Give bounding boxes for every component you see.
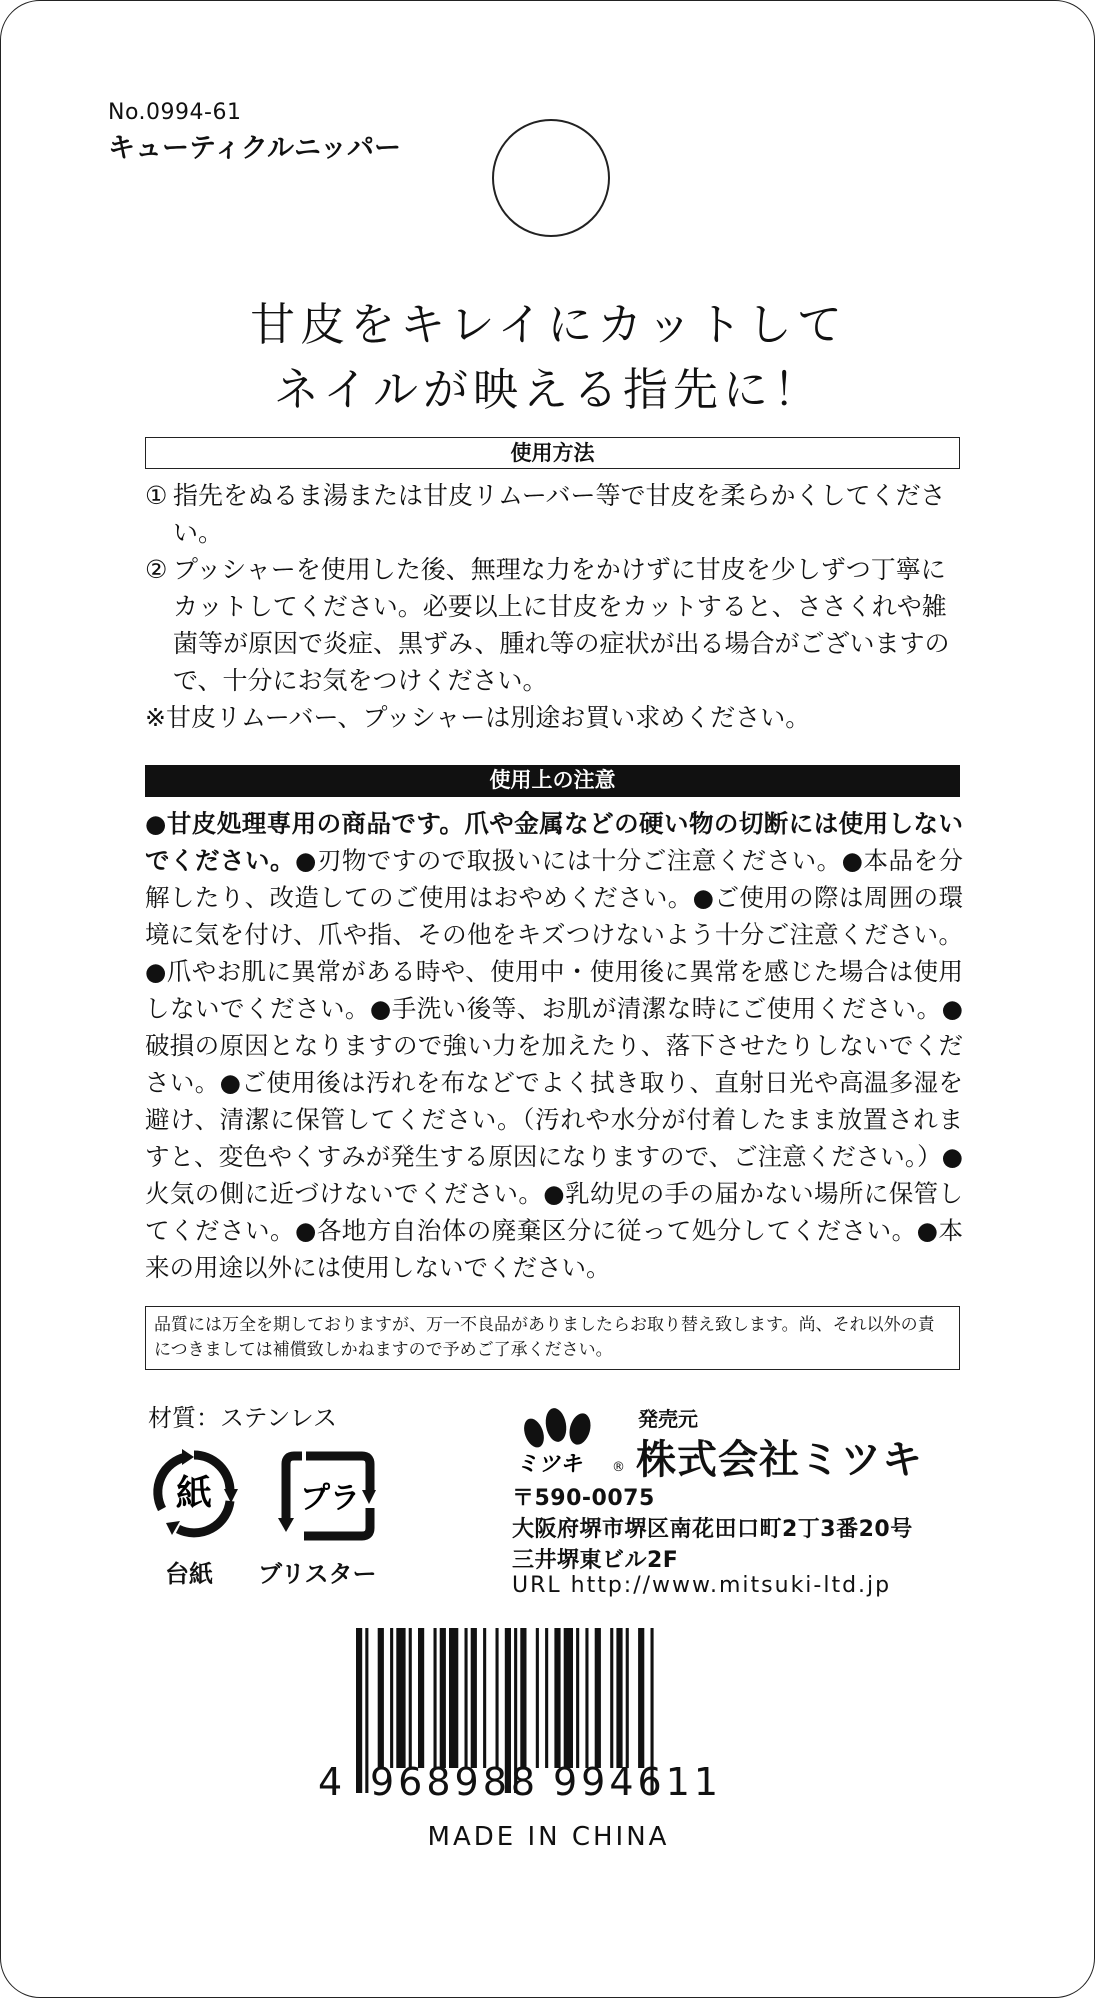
barcode-bar xyxy=(585,1628,588,1768)
step-number: ② xyxy=(145,555,168,584)
step-text: 指先をぬるま湯または甘皮リムーバー等で甘皮を柔らかくしてください。 xyxy=(173,481,946,547)
barcode-bar xyxy=(434,1628,437,1768)
usage-note: ※甘皮リムーバー、プッシャーは別途お買い求めください。 xyxy=(145,703,811,732)
barcode-bar xyxy=(396,1628,405,1768)
barcode-bar xyxy=(496,1628,499,1768)
product-name: キューティクルニッパー xyxy=(108,133,401,164)
headline-line-2: ネイルが映える指先に！ xyxy=(273,363,824,416)
barcode-left-digits: 968988 xyxy=(370,1760,540,1804)
plastic-recycle-icon xyxy=(278,1446,376,1544)
barcode-bar xyxy=(365,1628,368,1793)
paper-recycle-icon xyxy=(148,1445,240,1545)
seller-label: 発売元 xyxy=(638,1407,698,1431)
product-number: No.0994-61 xyxy=(108,100,242,125)
barcode-bar xyxy=(520,1628,526,1768)
address-line-1: 大阪府堺市堺区南花田口町2丁3番20号 xyxy=(512,1517,913,1542)
barcode-bar xyxy=(465,1628,468,1768)
barcode-bar xyxy=(449,1628,458,1768)
paper-label: 台紙 xyxy=(165,1560,213,1588)
barcode-bar xyxy=(638,1628,644,1768)
barcode-bar xyxy=(595,1628,601,1768)
barcode-bar xyxy=(616,1628,622,1768)
registered-mark: ® xyxy=(612,1460,625,1475)
step-number: ① xyxy=(145,481,168,510)
country-of-origin: MADE IN CHINA xyxy=(427,1822,670,1852)
usage-title: 使用方法 xyxy=(145,437,960,469)
barcode-bar xyxy=(418,1628,424,1768)
usage-step xyxy=(145,551,965,699)
barcode-bar xyxy=(554,1628,560,1768)
caution-text: ●刃物ですので取扱いには十分ご注意ください。●本品を分解したり、改造してのご使用はおやめください。●ご使用の際は周囲の環境に気を付け、爪や指、その他をキズつけないよう十分ご注意ください。●爪やお肌に異常がある時や、使用中・使用後に異常を感じた場合は使用しないでください。●手洗い後等、お肌が清潔な時にご使用ください。●破損の原因となりますので強い力を加えたり、落下させたりしないでください。●ご使用後は汚れを布などでよく拭き取り、直射日光や高温多湿を避け、清潔に保管してください。（汚れや水分が付着したまま放置されますと、変色やくすみが発生する原因になりますので、ご注意ください。）●火気の側に近づけないでください。●乳幼児の手の届かない場所に保管してください。●各地方自治体の廃棄区分に従って処分してください。●本来の用途以外には使用しないでください。 xyxy=(145,846,963,1282)
step-text: プッシャーを使用した後、無理な力をかけずに甘皮を少しずつ丁寧にカットしてください。必要以上に甘皮をカットすると、ささくれや雑菌等が原因で炎症、黒ずみ、腫れ等の症状が出る場合がございますので、十分にお気をつけください。 xyxy=(173,555,950,695)
company-url: URL http://www.mitsuki-ltd.jp xyxy=(512,1573,892,1598)
guarantee-notice: 品質には万全を期しておりますが、万一不良品がありましたらお取り替え致します。尚、それ以外の責につきましては補償致しかねますので予めご了承ください。 xyxy=(145,1306,960,1370)
barcode-bar xyxy=(564,1628,573,1768)
plastic-mark-text: プラ xyxy=(300,1481,360,1516)
usage-step xyxy=(145,477,965,551)
postal-code: 〒590-0075 xyxy=(512,1486,655,1511)
barcode-bar xyxy=(610,1628,613,1768)
barcode-bar xyxy=(390,1628,393,1768)
barcode-bar xyxy=(378,1628,384,1768)
caution-bold-text: ●甘皮処理専用の商品です。爪や金属などの硬い物の切断には使用しないでください。 xyxy=(145,809,963,875)
barcode-first-digit: 4 xyxy=(318,1760,347,1804)
barcode-bar xyxy=(440,1628,446,1768)
usage-section xyxy=(145,477,965,736)
material-label: 材質：ステンレス xyxy=(148,1404,337,1432)
barcode-bar xyxy=(536,1628,539,1768)
barcode-bar xyxy=(483,1628,486,1768)
caution-section xyxy=(145,805,963,1286)
barcode-bar xyxy=(626,1628,629,1768)
mitsuki-logo-icon xyxy=(512,1405,612,1479)
barcode-bar xyxy=(356,1628,362,1793)
barcode-bar xyxy=(471,1628,477,1768)
barcode-right-digits: 994611 xyxy=(553,1760,723,1804)
paper-mark-text: 紙 xyxy=(175,1473,213,1514)
barcode-bar xyxy=(545,1628,548,1768)
plastic-label: ブリスター xyxy=(258,1560,377,1588)
logo-text: ミツキ xyxy=(516,1452,583,1475)
caution-title: 使用上の注意 xyxy=(145,765,960,797)
barcode-bar xyxy=(576,1628,579,1768)
headline-line-1: 甘皮をキレイにカットして xyxy=(250,298,847,351)
hang-hole xyxy=(492,119,610,237)
address-line-2: 三井堺東ビル2F xyxy=(512,1548,679,1573)
company-name: 株式会社ミツキ xyxy=(636,1437,923,1483)
barcode-bar xyxy=(409,1628,412,1768)
